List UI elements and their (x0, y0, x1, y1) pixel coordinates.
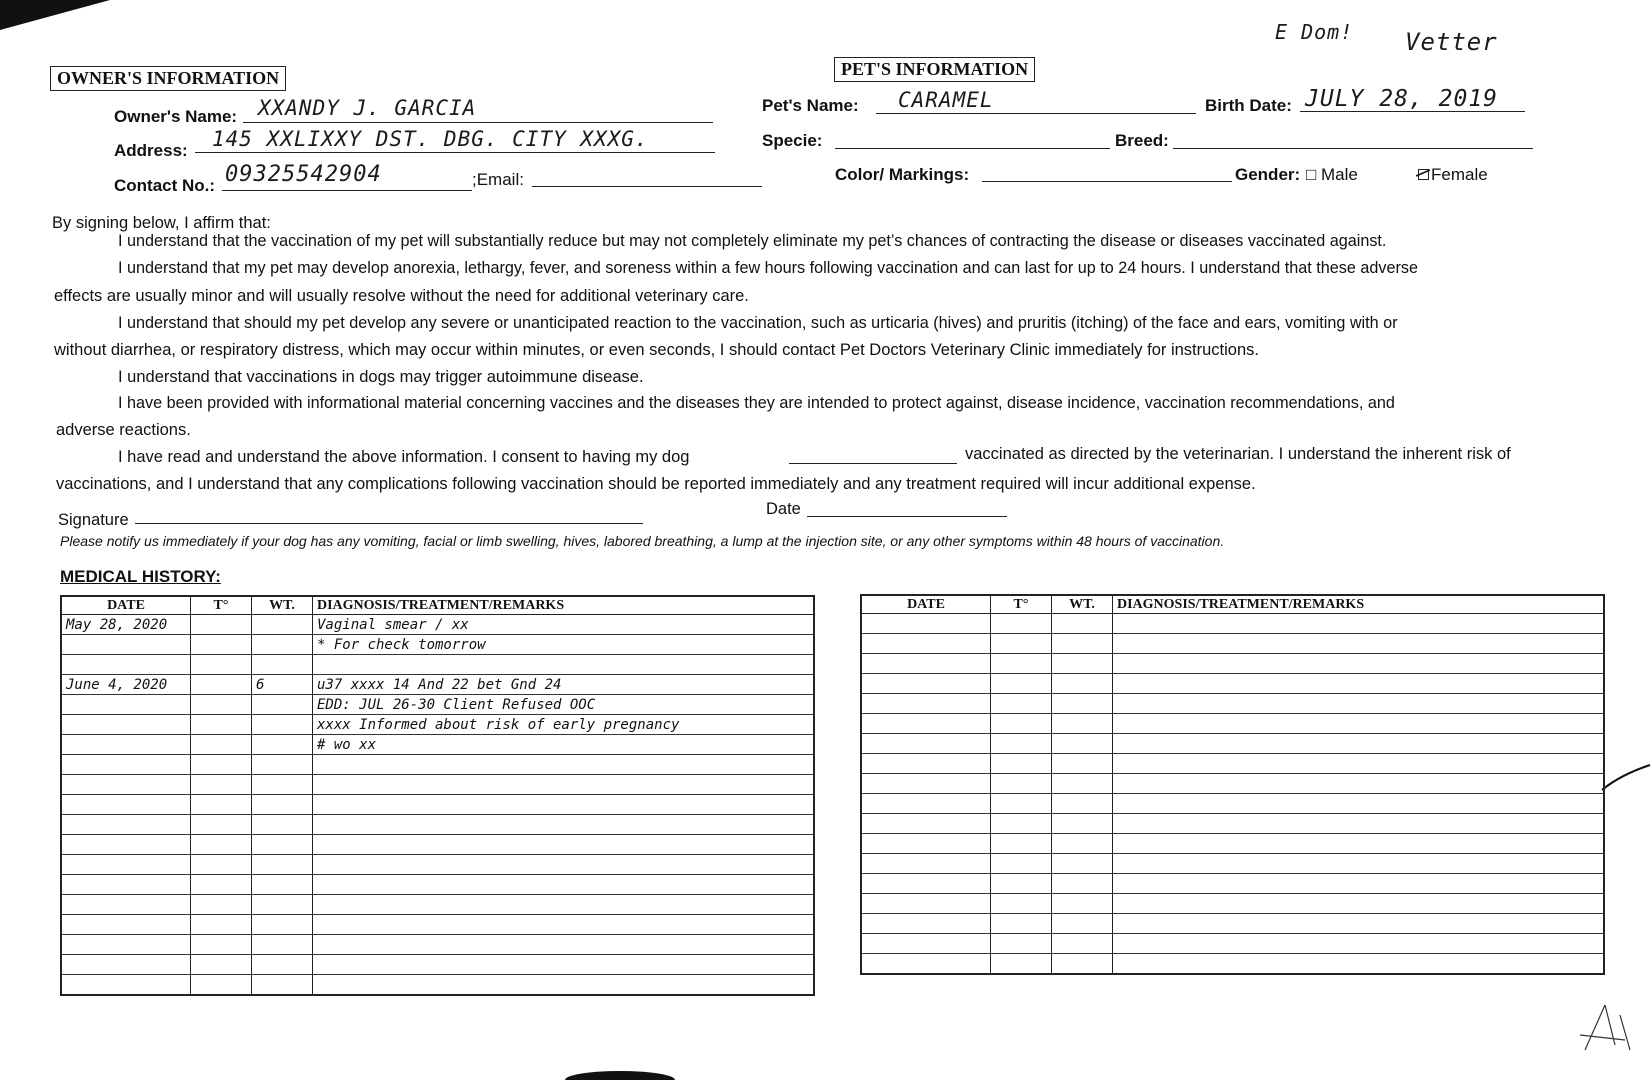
table-row (861, 694, 1604, 714)
table-row (861, 754, 1604, 774)
cell-temp (191, 775, 252, 795)
gender-male-option: □ Male (1306, 165, 1358, 184)
consent-intro: By signing below, I affirm that: (52, 214, 271, 232)
cell-weight: 6 (252, 675, 313, 695)
owner-name-label: Owner's Name: (114, 107, 238, 126)
table-row (861, 834, 1604, 854)
cell-diagnosis (1113, 894, 1605, 914)
cell-diagnosis (1113, 774, 1605, 794)
cell-diagnosis (313, 835, 815, 855)
table-row (861, 874, 1604, 894)
cell-temp (191, 695, 252, 715)
cell-weight (1052, 634, 1113, 654)
col-weight: WT. (1052, 595, 1113, 614)
header-note-1: E Dom! (1275, 20, 1354, 44)
birth-date-value: JULY 28, 2019 (1305, 86, 1499, 112)
cell-diagnosis (313, 875, 815, 895)
table-row (861, 934, 1604, 954)
cell-temp (191, 715, 252, 735)
cell-diagnosis (313, 855, 815, 875)
cell-weight (1052, 734, 1113, 754)
table-row (861, 714, 1604, 734)
specie-line (835, 148, 1110, 149)
cell-temp (991, 734, 1052, 754)
signature-line (135, 523, 643, 524)
cell-date (61, 855, 191, 875)
cell-date (861, 714, 991, 734)
cell-weight (252, 695, 313, 715)
cell-temp (991, 694, 1052, 714)
cell-date (861, 914, 991, 934)
col-diagnosis: DIAGNOSIS/TREATMENT/REMARKS (313, 596, 815, 615)
cell-diagnosis (1113, 634, 1605, 654)
cell-date (61, 775, 191, 795)
table-row (861, 814, 1604, 834)
cell-diagnosis: * For check tomorrow (313, 635, 815, 655)
cell-diagnosis (1113, 874, 1605, 894)
cell-weight (252, 755, 313, 775)
cell-date (61, 935, 191, 955)
owner-name-value: XXANDY J. GARCIA (258, 96, 477, 120)
cell-weight (252, 795, 313, 815)
pet-name-line (876, 113, 1196, 114)
cell-diagnosis (1113, 834, 1605, 854)
owner-section-title: OWNER'S INFORMATION (50, 66, 286, 91)
cell-weight (1052, 854, 1113, 874)
owner-email-label: ;Email: (472, 170, 524, 189)
owner-name-line (243, 122, 713, 123)
cell-diagnosis (313, 955, 815, 975)
owner-address-value: 145 XXLIXXY DST. DBG. CITY XXXG. (212, 127, 649, 151)
cell-diagnosis (313, 895, 815, 915)
cell-weight (252, 975, 313, 996)
cell-temp (191, 895, 252, 915)
cell-date (61, 695, 191, 715)
col-date: DATE (861, 595, 991, 614)
table-row (861, 914, 1604, 934)
cell-diagnosis (1113, 674, 1605, 694)
consent-paragraph-2b: effects are usually minor and will usually resolve without the need for additional veterinary care. (54, 287, 749, 305)
cell-date (861, 674, 991, 694)
col-temp: T° (191, 596, 252, 615)
breed-label: Breed: (1115, 131, 1169, 150)
cell-temp (991, 754, 1052, 774)
cell-weight (252, 935, 313, 955)
table-row (861, 854, 1604, 874)
consent-paragraph-2a: I understand that my pet may develop anorexia, lethargy, fever, and soreness within a few hours following vaccination and can last for up to 24 hours. I understand that these adverse (118, 259, 1418, 277)
cell-diagnosis (1113, 934, 1605, 954)
table-row (61, 655, 814, 675)
pet-name-value: CARAMEL (898, 88, 994, 112)
table-row (61, 855, 814, 875)
cell-diagnosis: xxxx Informed about risk of early pregnancy (313, 715, 815, 735)
cell-weight (252, 775, 313, 795)
cell-date (61, 915, 191, 935)
table-row (861, 674, 1604, 694)
cell-diagnosis (313, 755, 815, 775)
dog-name-blank (789, 463, 957, 464)
consent-paragraph-1: I understand that the vaccination of my pet will substantially reduce but may not completely eliminate my pet’s chances of contracting the disease or diseases vaccinated against. (118, 232, 1387, 250)
scan-corner-mark (0, 0, 120, 40)
cell-diagnosis (1113, 794, 1605, 814)
col-temp: T° (991, 595, 1052, 614)
cell-date (61, 715, 191, 735)
cell-date (61, 835, 191, 855)
cell-diagnosis (313, 935, 815, 955)
consent-paragraph-6a-end: vaccinated as directed by the veterinarian. I understand the inherent risk of (965, 445, 1511, 463)
cell-date (861, 954, 991, 975)
cell-diagnosis (1113, 654, 1605, 674)
date-line (807, 516, 1007, 517)
owner-address-label: Address: (114, 141, 188, 160)
consent-paragraph-5a: I have been provided with informational material concerning vaccines and the diseases they are intended to protect against, disease incidence, vaccination recommendations, and (118, 394, 1395, 412)
cell-date (861, 734, 991, 754)
cell-diagnosis (313, 775, 815, 795)
owner-email-line (532, 186, 762, 187)
cell-temp (991, 714, 1052, 734)
cell-diagnosis (1113, 714, 1605, 734)
cell-weight (1052, 914, 1113, 934)
cell-date (861, 834, 991, 854)
cell-temp (191, 855, 252, 875)
cell-weight (1052, 774, 1113, 794)
cell-diagnosis (313, 915, 815, 935)
cell-temp (991, 814, 1052, 834)
cell-temp (991, 794, 1052, 814)
table-row (861, 774, 1604, 794)
cell-weight (252, 655, 313, 675)
cell-diagnosis (1113, 614, 1605, 634)
cell-diagnosis (1113, 954, 1605, 975)
cell-temp (991, 674, 1052, 694)
cell-weight (1052, 954, 1113, 975)
gender-female-option (1418, 165, 1488, 185)
cell-date: May 28, 2020 (61, 615, 191, 635)
cell-weight (252, 955, 313, 975)
cell-diagnosis (313, 975, 815, 996)
cell-temp (991, 634, 1052, 654)
table-row (861, 654, 1604, 674)
owner-contact-label: Contact No.: (114, 176, 216, 195)
cell-temp (191, 975, 252, 996)
cell-diagnosis (1113, 754, 1605, 774)
cell-temp (191, 835, 252, 855)
cell-date (861, 694, 991, 714)
cell-weight (252, 715, 313, 735)
cell-date (61, 815, 191, 835)
specie-label: Specie: (762, 131, 823, 150)
cell-temp (991, 934, 1052, 954)
cell-temp (991, 954, 1052, 975)
table-row (61, 835, 814, 855)
cell-temp (191, 735, 252, 755)
table-row (61, 635, 814, 655)
table-row (61, 615, 814, 635)
cell-date (861, 634, 991, 654)
cell-date (861, 614, 991, 634)
consent-paragraph-3b: without diarrhea, or respiratory distress, which may occur within minutes, or even seconds, I should contact Pet Doctors Veterinary Clinic immediately for instructions. (54, 341, 1259, 359)
cell-date (61, 795, 191, 815)
table-row (61, 735, 814, 755)
cell-weight (1052, 714, 1113, 734)
pet-name-label: Pet's Name: (762, 96, 859, 115)
table-row (61, 875, 814, 895)
table-row (61, 755, 814, 775)
cell-weight (1052, 934, 1113, 954)
cell-temp (191, 795, 252, 815)
consent-paragraph-4: I understand that vaccinations in dogs may trigger autoimmune disease. (118, 368, 644, 386)
vaccination-notice: Please notify us immediately if your dog has any vomiting, facial or limb swelling, hives, labored breathing, a lump at the injection site, or any other symptoms within 48 hours of vaccination. (60, 533, 1225, 549)
cell-temp (191, 755, 252, 775)
col-date: DATE (61, 596, 191, 615)
cell-weight (252, 735, 313, 755)
cell-weight (1052, 694, 1113, 714)
cell-diagnosis (1113, 734, 1605, 754)
table-row (61, 715, 814, 735)
table-row (61, 775, 814, 795)
table-row (61, 975, 814, 996)
cell-date (861, 794, 991, 814)
consent-paragraph-6b: vaccinations, and I understand that any complications following vaccination should be reported immediately and any treatment required will incur additional expense. (56, 475, 1256, 493)
table-row (861, 894, 1604, 914)
cell-weight (1052, 754, 1113, 774)
table-row (61, 935, 814, 955)
scan-bottom-blot (560, 1060, 680, 1080)
cell-weight (252, 815, 313, 835)
cell-weight (1052, 674, 1113, 694)
gender-female-label: Female (1431, 165, 1488, 184)
signature-label: Signature (58, 511, 129, 529)
table-row (61, 895, 814, 915)
cell-diagnosis: Vaginal smear / xx (313, 615, 815, 635)
cell-temp (991, 914, 1052, 934)
cell-temp (191, 915, 252, 935)
cell-date (861, 934, 991, 954)
cell-date (861, 754, 991, 774)
cell-diagnosis: u37 xxxx 14 And 22 bet Gnd 24 (313, 675, 815, 695)
table-row (61, 695, 814, 715)
consent-paragraph-5b: adverse reactions. (56, 421, 191, 439)
date-label: Date (766, 500, 801, 518)
cell-weight (1052, 874, 1113, 894)
cell-temp (191, 655, 252, 675)
cell-temp (191, 875, 252, 895)
table-row (861, 954, 1604, 975)
cell-diagnosis (1113, 854, 1605, 874)
birth-date-label: Birth Date: (1205, 96, 1292, 115)
cell-diagnosis (313, 815, 815, 835)
table-row (61, 675, 814, 695)
cell-temp (991, 774, 1052, 794)
table-row (61, 915, 814, 935)
cell-weight (252, 875, 313, 895)
cell-date (61, 875, 191, 895)
cell-weight (1052, 794, 1113, 814)
cell-weight (252, 915, 313, 935)
table-row (61, 955, 814, 975)
cell-date (861, 774, 991, 794)
owner-address-line (195, 152, 715, 153)
cell-temp (991, 874, 1052, 894)
cell-date (61, 895, 191, 915)
cell-weight (252, 895, 313, 915)
pet-section-title: PET'S INFORMATION (834, 57, 1035, 82)
scan-edge-stroke (1600, 750, 1652, 800)
cell-diagnosis (1113, 814, 1605, 834)
scan-corner-scribble (1575, 995, 1635, 1055)
breed-line (1173, 148, 1533, 149)
table-row (861, 794, 1604, 814)
table-row (61, 815, 814, 835)
cell-weight (252, 855, 313, 875)
consent-paragraph-3a: I understand that should my pet develop any severe or unanticipated reaction to the vaccination, such as urticaria (hives) and pruritis (itching) of the face and ears, vomiting with or (118, 314, 1398, 332)
cell-diagnosis (1113, 914, 1605, 934)
cell-temp (991, 894, 1052, 914)
color-markings-line (982, 181, 1232, 182)
cell-diagnosis (1113, 694, 1605, 714)
cell-temp (191, 615, 252, 635)
cell-weight (1052, 834, 1113, 854)
cell-weight (1052, 894, 1113, 914)
medical-history-table-right (860, 594, 1605, 975)
col-diagnosis: DIAGNOSIS/TREATMENT/REMARKS (1113, 595, 1605, 614)
cell-temp (991, 654, 1052, 674)
cell-date (861, 854, 991, 874)
female-checked-box-icon (1418, 169, 1429, 180)
cell-weight (252, 635, 313, 655)
cell-date (861, 874, 991, 894)
table-row (861, 634, 1604, 654)
cell-temp (191, 635, 252, 655)
header-note-2: Vetter (1405, 28, 1498, 56)
cell-diagnosis: # wo xx (313, 735, 815, 755)
cell-weight (1052, 654, 1113, 674)
cell-date (61, 955, 191, 975)
consent-paragraph-6a-start: I have read and understand the above information. I consent to having my dog (118, 448, 690, 466)
cell-temp (191, 675, 252, 695)
cell-date (861, 814, 991, 834)
cell-date (61, 655, 191, 675)
cell-diagnosis (313, 795, 815, 815)
cell-weight (1052, 814, 1113, 834)
cell-temp (991, 614, 1052, 634)
color-markings-label: Color/ Markings: (835, 165, 970, 184)
cell-date (861, 894, 991, 914)
cell-weight (1052, 614, 1113, 634)
medical-history-table-left (60, 595, 815, 996)
cell-temp (191, 815, 252, 835)
cell-temp (991, 854, 1052, 874)
cell-date (61, 635, 191, 655)
cell-diagnosis (313, 655, 815, 675)
owner-contact-value: 09325542904 (225, 162, 382, 187)
table-row (61, 795, 814, 815)
gender-label: Gender: (1235, 165, 1301, 184)
cell-weight (252, 835, 313, 855)
cell-date: June 4, 2020 (61, 675, 191, 695)
cell-temp (991, 834, 1052, 854)
cell-weight (252, 615, 313, 635)
owner-contact-line (222, 190, 472, 191)
table-row (861, 614, 1604, 634)
table-row (861, 734, 1604, 754)
cell-date (61, 755, 191, 775)
col-weight: WT. (252, 596, 313, 615)
cell-date (861, 654, 991, 674)
medical-history-title: MEDICAL HISTORY: (60, 567, 221, 586)
cell-temp (191, 935, 252, 955)
cell-diagnosis: EDD: JUL 26-30 Client Refused OOC (313, 695, 815, 715)
cell-date (61, 735, 191, 755)
cell-date (61, 975, 191, 996)
cell-temp (191, 955, 252, 975)
